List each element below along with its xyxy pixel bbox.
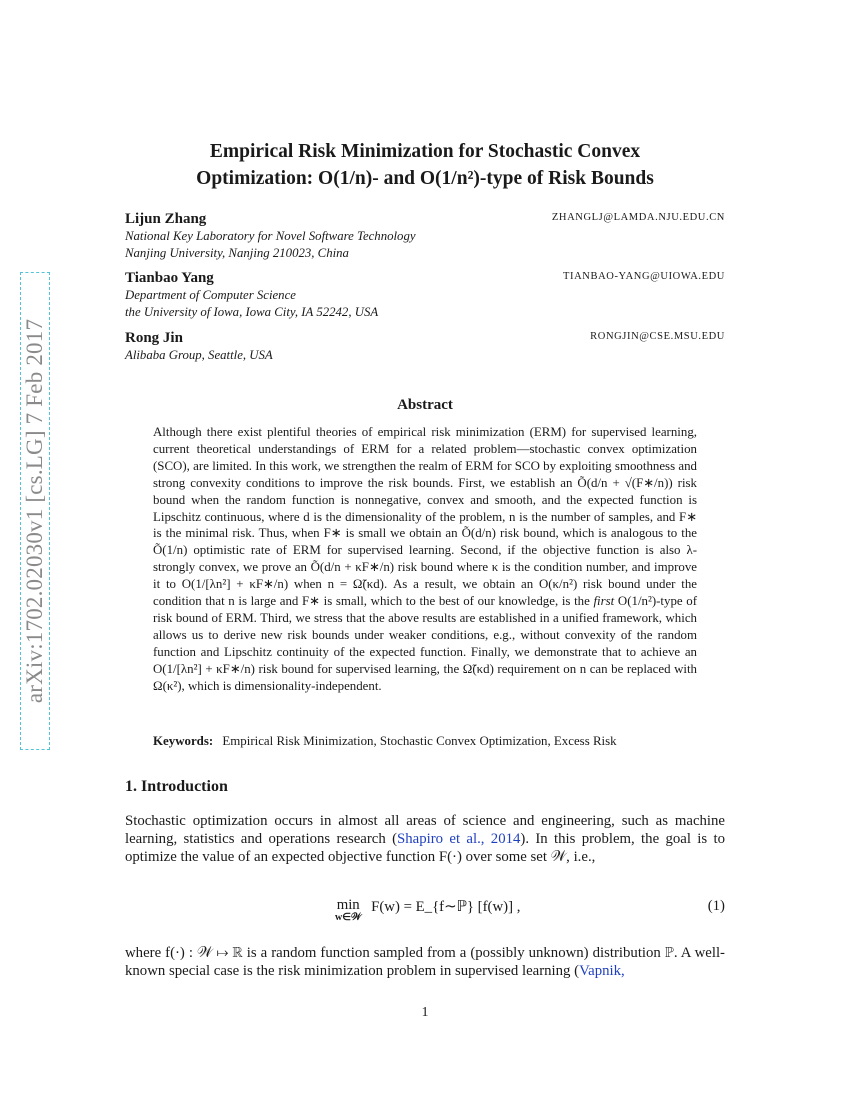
equation-number: (1) — [707, 898, 725, 914]
para-text: ). In this problem, the goal is to optimize the value of an expected objective function F(·) over some set 𝒲, i.e., — [125, 831, 725, 865]
para-text: Stochastic optimization occurs in almost all areas of science and engineering, such as machine learning, statistics and operations research ( — [125, 813, 725, 847]
author-affiliation: Alibaba Group, Seattle, USA — [125, 348, 273, 362]
equation-min: min — [336, 897, 360, 913]
author-block — [125, 269, 725, 321]
author-affiliation: Department of Computer Science — [125, 288, 296, 302]
author-email[interactable]: TIANBAO-YANG@UIOWA.EDU — [563, 271, 725, 282]
equation-min-operator — [335, 898, 361, 923]
para-text: where f(·) : 𝒲 ↦ ℝ is a random function sampled from a (possibly unknown) distribution ℙ. A well-known special case is the risk minimization problem in supervised learning ( — [125, 945, 725, 979]
section-heading: 1. Introduction — [125, 778, 228, 795]
title-line-2: Optimization: O(1/n)- and O(1/n²)-type of Risk Bounds — [196, 168, 654, 189]
author-email[interactable]: ZHANGLJ@LAMDA.NJU.EDU.CN — [551, 212, 725, 223]
abstract-heading: Abstract — [397, 397, 453, 413]
citation-link[interactable]: Shapiro et al., 2014 — [397, 831, 521, 847]
intro-paragraph — [125, 944, 725, 980]
author-name: Rong Jin — [125, 330, 183, 346]
keywords-text: Empirical Risk Minimization, Stochastic Convex Optimization, Excess Risk — [222, 734, 617, 748]
author-block — [125, 210, 725, 262]
keywords-label: Keywords: — [153, 734, 214, 748]
author-affiliation: the University of Iowa, Iowa City, IA 52242, USA — [125, 305, 379, 319]
author-affiliation: National Key Laboratory for Novel Software Technology — [125, 229, 416, 243]
equation-1 — [125, 898, 725, 928]
citation-link[interactable]: Vapnik, — [579, 963, 625, 979]
author-email[interactable]: RONGJIN@CSE.MSU.EDU — [590, 331, 725, 342]
author-affiliation: Nanjing University, Nanjing 210023, China — [125, 246, 349, 260]
arxiv-stamp — [20, 272, 50, 750]
abstract-part-1: Although there exist plentiful theories of empirical risk minimization (ERM) for supervised learning, current theoretical understandings of ERM for a related problem—stochastic convex optimization (SCO), are limited. In this work, we strengthen the realm of ERM for SCO by exploiting smoothness and strong convexity conditions to improve the risk bounds. First, we establish an Õ(d/n + √(F∗/n)) risk bound when the random function is nonnegative, convex and smooth, and the expected function is Lipschitz continuous, where d is the dimensionality of the problem, n is the number of samples, and F∗ is the minimal risk. Thus, when F∗ is small we obtain an Õ(d/n) risk bound, which is analogous to the Õ(1/n) optimistic rate of ERM for supervised learning. Second, if the objective function is also λ-strongly convex, we prove an Õ(d/n + κF∗/n) risk bound where κ is the condition number, and improve it to O(1/[λn²] + κF∗/n) when n = Ω̃(κd). As a result, we obtain an O(κ/n²) risk bound under the condition that n is large and F∗ is small, which to the best of our knowledge, is the — [153, 425, 697, 609]
abstract-text — [153, 424, 697, 695]
equation-body — [335, 898, 520, 923]
arxiv-id-text: arXiv:1702.02030v1 [cs.LG] 7 Feb 2017 — [22, 318, 47, 704]
intro-paragraph — [125, 812, 725, 866]
author-block — [125, 329, 725, 364]
equation-expression: F(w) = E_{f∼ℙ} [f(w)] , — [371, 899, 521, 915]
author-name: Tianbao Yang — [125, 270, 214, 286]
abstract-emphasis: first — [593, 594, 615, 609]
abstract-part-2: O(1/n²)-type of risk bound of ERM. Third, we stress that the above results are established in a unified framework, which allows us to derive new risk bounds under weaker conditions, e.g., without convexity of the random function and Lipschitz continuity of the expected function. Finally, we demonstrate that to achieve an O(1/[λn²] + κF∗/n) risk bound for supervised learning, the Ω̃(κd) requirement on n can be replaced with Ω(κ²), which is dimensionality-independent. — [153, 594, 697, 693]
keywords — [153, 734, 713, 749]
equation-subscript: w∈𝒲 — [335, 912, 362, 923]
title-line-1: Empirical Risk Minimization for Stochastic Convex — [209, 141, 641, 162]
page-number: 1 — [421, 1005, 429, 1020]
paper-title — [125, 138, 725, 192]
author-name: Lijun Zhang — [125, 211, 207, 227]
